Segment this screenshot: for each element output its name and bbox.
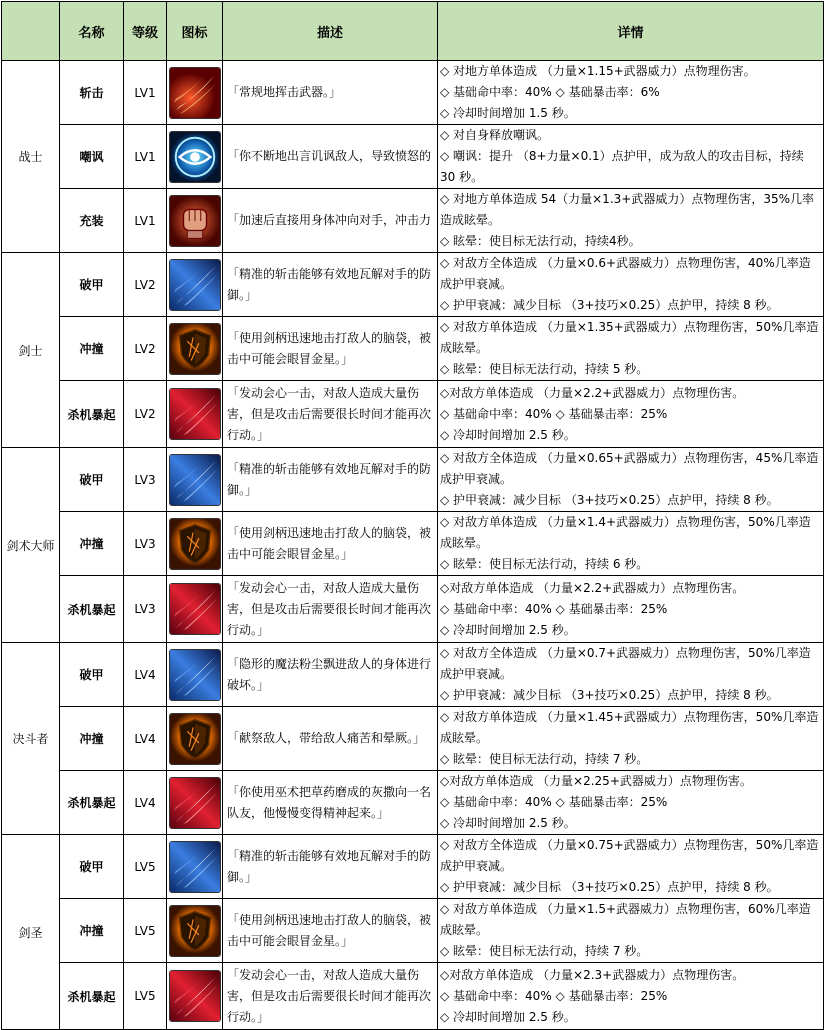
detail-line: ◇ 基础命中率：40% ◇ 基础暴击率：25%	[440, 601, 668, 616]
table-row	[2, 253, 824, 317]
skill-level: LV3	[124, 448, 167, 512]
skill-details	[438, 643, 824, 707]
skill-level: LV2	[124, 381, 167, 448]
detail-line: ◇ 护甲衰减：减少目标 （3+技巧×0.25）点护甲，持续 8 秒。	[440, 880, 779, 894]
skill-description-text: 「使用剑柄迅速地击打敌人的脑袋，被击中可能会眼冒金星。」	[227, 912, 432, 948]
skill-name: 破甲	[60, 643, 124, 707]
table-row	[2, 317, 824, 381]
skill-name: 破甲	[60, 253, 124, 317]
skill-description	[223, 381, 438, 448]
detail-line: ◇对敌方单体造成 （力量×2.2+武器威力）点物理伤害。	[440, 580, 745, 595]
skill-icon-cell	[167, 899, 223, 963]
skill-details	[438, 512, 824, 576]
detail-line: ◇ 眩晕：使目标无法行动，持续 6 秒。	[440, 557, 649, 571]
skill-level: LV4	[124, 643, 167, 707]
detail-line: ◇ 眩晕：使目标无法行动，持续 7 秒。	[440, 752, 649, 766]
skill-description	[223, 899, 438, 963]
skill-name: 冲撞	[60, 317, 124, 381]
detail-line: ◇ 嘲讽：提升 （8+力量×0.1）点护甲，成为敌人的攻击目标，持续 30 秒。	[440, 149, 804, 184]
skill-description-text: 「你不断地出言讥讽敌人，导致愤怒的	[227, 149, 432, 163]
detail-line: ◇ 对敌方全体造成 （力量×0.7+武器威力）点物理伤害，50%几率造成护甲衰减。	[440, 646, 811, 681]
class-name: 剑术大师	[2, 448, 60, 643]
skill-description	[223, 253, 438, 317]
table-row	[2, 771, 824, 835]
skill-details	[438, 963, 824, 1030]
detail-line: ◇ 对敌方全体造成 （力量×0.6+武器威力）点物理伤害，40%几率造成护甲衰减。	[440, 256, 811, 291]
skill-description-text: 「发动会心一击，对敌人造成大量伤害，但是攻击后需要很长时间才能再次行动。」	[227, 581, 432, 637]
slash-icon	[167, 67, 222, 119]
skill-level: LV3	[124, 512, 167, 576]
skill-icon-cell	[167, 512, 223, 576]
skill-description-text: 「你使用巫术把草药磨成的灰撒向一名队友，他慢慢变得精神起来。」	[227, 784, 432, 820]
table-row	[2, 643, 824, 707]
detail-line: ◇ 对敌方单体造成 （力量×1.5+武器威力）点物理伤害，60%几率造成眩晕。	[440, 902, 811, 937]
skill-icon-cell	[167, 835, 223, 899]
detail-line: ◇对敌方单体造成 （力量×2.25+武器威力）点物理伤害。	[440, 774, 752, 788]
skill-details	[438, 771, 824, 835]
table-row	[2, 125, 824, 189]
detail-line: ◇ 眩晕：使目标无法行动，持续 5 秒。	[440, 362, 649, 376]
header-description: 描述	[223, 2, 438, 61]
red-slash-icon	[167, 388, 222, 440]
skill-name: 充装	[60, 189, 124, 253]
skill-level: LV5	[124, 899, 167, 963]
skill-details	[438, 61, 824, 125]
detail-line: ◇ 对地方单体造成 54（力量×1.3+武器威力）点物理伤害，35%几率造成眩晕。	[440, 192, 814, 227]
detail-line: ◇ 护甲衰减：减少目标 （3+技巧×0.25）点护甲，持续 8 秒。	[440, 298, 779, 312]
skill-level: LV1	[124, 125, 167, 189]
skill-name: 杀机暴起	[60, 963, 124, 1030]
skill-description	[223, 448, 438, 512]
skill-level: LV5	[124, 835, 167, 899]
skill-level: LV1	[124, 61, 167, 125]
blue-slash-icon	[167, 649, 222, 701]
skill-description-text: 「精准的斩击能够有效地瓦解对手的防御。」	[227, 266, 432, 302]
skill-description	[223, 189, 438, 253]
skill-icon-cell	[167, 963, 223, 1030]
skill-level: LV3	[124, 576, 167, 643]
skill-name: 杀机暴起	[60, 576, 124, 643]
detail-line: ◇ 对敌方全体造成 （力量×0.75+武器威力）点物理伤害，50%几率造成护甲衰减。	[440, 838, 819, 873]
skill-details	[438, 707, 824, 771]
skill-name: 杀机暴起	[60, 381, 124, 448]
skill-level: LV4	[124, 771, 167, 835]
skill-icon-cell	[167, 381, 223, 448]
skill-details	[438, 835, 824, 899]
detail-line: ◇ 对敌方单体造成 （力量×1.35+武器威力）点物理伤害，50%几率造成眩晕。	[440, 320, 819, 355]
skill-icon-cell	[167, 61, 223, 125]
skill-description-text: 「隐形的魔法粉尘飘进敌人的身体进行破坏。」	[227, 656, 432, 692]
skill-name: 嘲讽	[60, 125, 124, 189]
skill-description	[223, 61, 438, 125]
detail-line: ◇ 冷却时间增加 2.5 秒。	[440, 816, 576, 830]
detail-line: ◇ 基础命中率：40% ◇ 基础暴击率：25%	[440, 988, 668, 1003]
skill-description	[223, 125, 438, 189]
class-name: 剑士	[2, 253, 60, 448]
skill-description	[223, 963, 438, 1030]
detail-line: ◇ 护甲衰减：减少目标 （3+技巧×0.25）点护甲，持续 8 秒。	[440, 688, 779, 702]
skill-description	[223, 317, 438, 381]
skill-description	[223, 707, 438, 771]
skill-description-text: 「使用剑柄迅速地击打敌人的脑袋，被击中可能会眼冒金星。」	[227, 525, 432, 561]
skill-name: 杀机暴起	[60, 771, 124, 835]
detail-line: ◇ 护甲衰减：减少目标 （3+技巧×0.25）点护甲，持续 8 秒。	[440, 493, 779, 507]
skill-description-text: 「常规地挥击武器。」	[227, 85, 342, 99]
table-row	[2, 512, 824, 576]
skill-details	[438, 189, 824, 253]
header-row	[2, 2, 824, 61]
skill-name: 破甲	[60, 835, 124, 899]
skill-description-text: 「献祭敌人，带给敌人痛苦和晕厥。」	[227, 731, 426, 745]
shield-icon	[167, 905, 222, 957]
header-details: 详情	[438, 2, 824, 61]
skill-name: 冲撞	[60, 512, 124, 576]
blue-slash-icon	[167, 454, 222, 506]
skill-description	[223, 576, 438, 643]
class-name: 战士	[2, 61, 60, 253]
header-name: 名称	[60, 2, 124, 61]
skill-details	[438, 317, 824, 381]
detail-line: ◇ 基础命中率：40% ◇ 基础暴击率：25%	[440, 795, 668, 809]
skill-level: LV1	[124, 189, 167, 253]
skill-details	[438, 448, 824, 512]
header-icon: 图标	[167, 2, 223, 61]
table-row	[2, 707, 824, 771]
red-slash-icon	[167, 970, 222, 1022]
table-row	[2, 899, 824, 963]
skill-icon-cell	[167, 707, 223, 771]
skill-icon-cell	[167, 317, 223, 381]
skill-icon-cell	[167, 771, 223, 835]
blue-slash-icon	[167, 841, 222, 893]
skill-details	[438, 253, 824, 317]
detail-line: ◇ 冷却时间增加 2.5 秒。	[440, 427, 576, 442]
skill-name: 斩击	[60, 61, 124, 125]
skill-details	[438, 381, 824, 448]
detail-line: ◇ 对自身释放嘲讽。	[440, 128, 550, 142]
skill-description-text: 「使用剑柄迅速地击打敌人的脑袋，被击中可能会眼冒金星。」	[227, 330, 432, 366]
detail-line: ◇ 基础命中率：40% ◇ 基础暴击率：25%	[440, 406, 668, 421]
red-slash-icon	[167, 583, 222, 635]
detail-line: ◇ 对地方单体造成 （力量×1.15+武器威力）点物理伤害。	[440, 64, 756, 78]
detail-line: ◇ 冷却时间增加 2.5 秒。	[440, 1009, 576, 1024]
skill-icon-cell	[167, 253, 223, 317]
skill-table	[1, 1, 824, 1030]
skill-level: LV2	[124, 253, 167, 317]
shield-icon	[167, 713, 222, 765]
skill-description-text: 「加速后直接用身体冲向对手，冲击力	[227, 213, 432, 227]
skill-details	[438, 576, 824, 643]
class-name: 决斗者	[2, 643, 60, 835]
skill-details	[438, 125, 824, 189]
table-row	[2, 189, 824, 253]
shield-icon	[167, 323, 222, 375]
skill-icon-cell	[167, 189, 223, 253]
skill-description	[223, 512, 438, 576]
detail-line: ◇ 对敌方单体造成 （力量×1.45+武器威力）点物理伤害，50%几率造成眩晕。	[440, 710, 819, 745]
table-row	[2, 963, 824, 1030]
table-row	[2, 835, 824, 899]
shield-icon	[167, 518, 222, 570]
skill-level: LV2	[124, 317, 167, 381]
red-slash-icon	[167, 777, 222, 829]
detail-line: ◇ 眩晕：使目标无法行动，持续 7 秒。	[440, 944, 649, 958]
skill-description-text: 「精准的斩击能够有效地瓦解对手的防御。」	[227, 848, 432, 884]
header-level: 等级	[124, 2, 167, 61]
skill-description	[223, 835, 438, 899]
detail-line: ◇ 对敌方单体造成 （力量×1.4+武器威力）点物理伤害，50%几率造成眩晕。	[440, 515, 811, 550]
skill-icon-cell	[167, 448, 223, 512]
header-class	[2, 2, 60, 61]
class-name: 剑圣	[2, 835, 60, 1030]
skill-description-text: 「精准的斩击能够有效地瓦解对手的防御。」	[227, 461, 432, 497]
skill-icon-cell	[167, 576, 223, 643]
skill-name: 冲撞	[60, 899, 124, 963]
table-row	[2, 576, 824, 643]
skill-level: LV4	[124, 707, 167, 771]
skill-description	[223, 643, 438, 707]
skill-description-text: 「发动会心一击，对敌人造成大量伤害，但是攻击后需要很长时间才能再次行动。」	[227, 968, 432, 1024]
skill-description	[223, 771, 438, 835]
detail-line: ◇ 冷却时间增加 2.5 秒。	[440, 622, 576, 637]
detail-line: ◇对敌方单体造成 （力量×2.2+武器威力）点物理伤害。	[440, 385, 745, 400]
table-row	[2, 61, 824, 125]
blue-slash-icon	[167, 259, 222, 311]
skill-description-text: 「发动会心一击，对敌人造成大量伤害，但是攻击后需要很长时间才能再次行动。」	[227, 386, 432, 442]
skill-table-body	[2, 61, 824, 1030]
eye-icon	[167, 131, 222, 183]
detail-line: ◇ 对敌方全体造成 （力量×0.65+武器威力）点物理伤害，45%几率造成护甲衰减。	[440, 451, 819, 486]
skill-icon-cell	[167, 643, 223, 707]
skill-level: LV5	[124, 963, 167, 1030]
skill-icon-cell	[167, 125, 223, 189]
table-row	[2, 381, 824, 448]
skill-details	[438, 899, 824, 963]
skill-name: 冲撞	[60, 707, 124, 771]
detail-line: ◇ 基础命中率：40% ◇ 基础暴击率：6%	[440, 85, 660, 99]
detail-line: ◇对敌方单体造成 （力量×2.3+武器威力）点物理伤害。	[440, 967, 745, 982]
detail-line: ◇ 眩晕：使目标无法行动，持续4秒。	[440, 234, 641, 248]
fist-icon	[167, 195, 222, 247]
skill-name: 破甲	[60, 448, 124, 512]
table-row	[2, 448, 824, 512]
detail-line: ◇ 冷却时间增加 1.5 秒。	[440, 106, 576, 120]
